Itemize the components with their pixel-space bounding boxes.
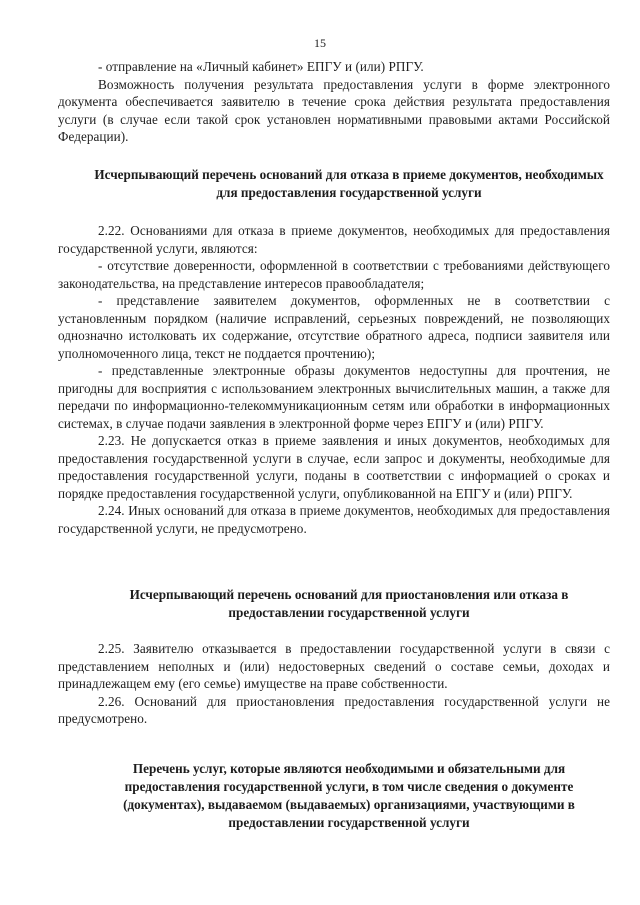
page-number: 15 bbox=[314, 36, 326, 50]
section-refusal-acceptance-body bbox=[58, 222, 610, 537]
paragraph: Возможность получения результата предоставления услуги в форме электронного документа обеспечивается заявителю в течение срока действия результата предоставления услуги (в случае если такой срок установлен нормативными правовыми актами Российской Федерации). bbox=[58, 76, 610, 144]
section-heading-suspension bbox=[88, 586, 610, 622]
section-heading: Исчерпывающий перечень оснований для приостановления или отказа в предоставлении государственной услуги bbox=[129, 587, 569, 620]
paragraph: 2.23. Не допускается отказ в приеме заявления и иных документов, необходимых для предоставления государственной услуги в случае, если запрос и документы, необходимые для предоставления государственной услуги, поданы в соответствии с информацией о сроках и порядке предоставления государственной услуги, опубликованной на ЕПГУ и (или) РПГУ. bbox=[58, 433, 610, 501]
top-text bbox=[58, 58, 610, 146]
section-heading-refusal-acceptance bbox=[88, 166, 610, 202]
paragraph: 2.24. Иных оснований для отказа в приеме документов, необходимых для предоставления государственной услуги, не предусмотрено. bbox=[58, 503, 610, 536]
paragraph: - представленные электронные образы документов недоступны для прочтения, не пригодны для восприятия с использованием электронных вычислительных машин, а также для передачи по информационно-телекоммуникационным сетям или обработки в информационных системах, в случае подачи заявления в электронной форме через ЕПГУ и (или) РПГУ. bbox=[58, 363, 610, 431]
section-heading: Перечень услуг, которые являются необходимыми и обязательными для предоставления государственной услуги, в том числе сведения о документе (документах), выдаваемом (выдаваемых) организациями, участвующими в предоставлении государственной услуги bbox=[123, 761, 575, 830]
paragraph: 2.22. Основаниями для отказа в приеме документов, необходимых для предоставления государственной услуги, являются: bbox=[58, 223, 610, 256]
paragraph: 2.25. Заявителю отказывается в предоставлении государственной услуги в связи с представлением неполных и (или) недостоверных сведений о составе семьи, доходах и принадлежащем ему (его семье) имуществе на праве собственности. bbox=[58, 641, 610, 691]
section-heading-required-services bbox=[88, 760, 610, 832]
section-heading: Исчерпывающий перечень оснований для отказа в приеме документов, необходимых для предоставления государственной услуги bbox=[94, 167, 604, 200]
paragraph: - отправление на «Личный кабинет» ЕПГУ и (или) РПГУ. bbox=[98, 59, 424, 74]
section-suspension-body bbox=[58, 640, 610, 728]
paragraph: 2.26. Оснований для приостановления предоставления государственной услуги не предусмотрено. bbox=[58, 693, 610, 726]
paragraph: - отсутствие доверенности, оформленной в соответствии с требованиями действующего законодательства, на представление интересов правообладателя; bbox=[58, 258, 610, 291]
paragraph: - представление заявителем документов, оформленных не в соответствии с установленным порядком (наличие исправлений, серьезных повреждений, не позволяющих однозначно истолковать их содержание, отсутствие обратного адреса, подписи заявителя или уполномоченного лица, текст не поддается прочтению); bbox=[58, 293, 610, 361]
